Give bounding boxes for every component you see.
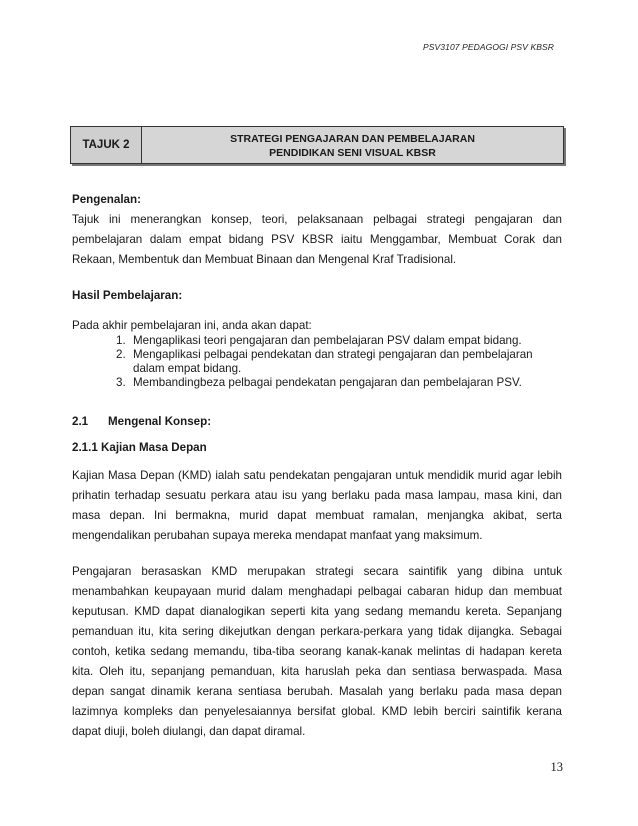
chapter-label: TAJUK 2 [71, 127, 142, 163]
list-item [116, 348, 562, 376]
list-item-text [133, 348, 562, 376]
paragraph-line: Pengajaran berasaskan KMD merupakan strategi secara saintifik yang dibina untuk [72, 565, 562, 578]
paragraph-kmd-strategy [72, 562, 562, 742]
section-heading-2-1 [72, 412, 562, 432]
paragraph-line: masa depan. Ini bermakna, murid dapat membuat ramalan, menjangka akibat, serta [72, 509, 562, 522]
list-item-number: 2. [116, 348, 126, 361]
paragraph-line: prihatin terhadap sesuatu perkara atau isu yang berlaku pada masa lampau, masa kini, dan [72, 489, 562, 502]
document-body [72, 190, 562, 742]
chapter-title-box [70, 126, 564, 164]
list-item-number: 1. [116, 334, 126, 347]
pengenalan-line: Rekaan, Membentuk dan Membuat Binaan dan Mengenal Kraf Tradisional. [72, 253, 457, 266]
list-item [116, 334, 562, 348]
list-item-text: Mengaplikasi teori pengajaran dan pembelajaran PSV dalam empat bidang. [133, 334, 522, 347]
list-item [116, 376, 562, 390]
list-item-text-line: dalam empat bidang. [133, 362, 242, 375]
list-item-text: Membandingbeza pelbagai pendekatan pengajaran dan pembelajaran PSV. [133, 376, 522, 389]
paragraph-line: Kajian Masa Depan (KMD) ialah satu pendekatan pengajaran untuk mendidik murid agar lebih [72, 469, 562, 482]
running-header: PSV3107 PEDAGOGI PSV KBSR [422, 42, 554, 52]
learning-outcomes-list [72, 334, 562, 390]
paragraph-line: keputusan. KMD dapat dianalogikan seperti kita yang sedang memandu kereta. Sepanjang [72, 605, 562, 618]
page-number: 13 [550, 760, 563, 774]
paragraph-line: pemanduan itu, kita sering dikejutkan dengan perkara-perkara yang tidak dijangka. Sebagai [72, 625, 562, 638]
paragraph-line: dapat diuji, boleh diulangi, dan dapat diramal. [72, 725, 306, 738]
hasil-heading: Hasil Pembelajaran: [72, 289, 183, 302]
paragraph-line: contoh, ketika sedang memandu, tiba-tiba seorang kanak-kanak melintas di hadapan kereta [72, 645, 562, 658]
pengenalan-line: pembelajaran dalam empat bidang PSV KBSR iaitu Menggambar, Membuat Corak dan [72, 233, 562, 246]
section-title: Mengenal Konsep: [108, 415, 212, 428]
paragraph-line: kita. Oleh itu, sepanjang pemanduan, kita haruslah peka dan sentiasa berwaspada. Masa [72, 665, 562, 678]
section-number: 2.1 [72, 415, 89, 428]
paragraph-line: lazimnya kompleks dan penyelesaiannya bersifat global. KMD lebih berciri saintifik kerana [72, 705, 562, 718]
list-item-number: 3. [116, 376, 126, 389]
pengenalan-paragraph [72, 210, 562, 270]
paragraph-kmd-definition [72, 466, 562, 546]
chapter-title-line-2: PENDIDIKAN SENI VISUAL KBSR [269, 146, 436, 159]
subsection-heading-2-1-1: 2.1.1 Kajian Masa Depan [72, 441, 207, 454]
pengenalan-line: Tajuk ini menerangkan konsep, teori, pelaksanaan pelbagai strategi pengajaran dan [72, 213, 562, 226]
paragraph-line: depan sangat dinamik kerana sentiasa berubah. Masalah yang berlaku pada masa depan [72, 685, 562, 698]
list-item-text-line: Mengaplikasi pelbagai pendekatan dan strategi pengajaran dan pembelajaran [133, 348, 533, 361]
chapter-title [142, 127, 563, 163]
pengenalan-heading: Pengenalan: [72, 193, 141, 206]
paragraph-line: menambahkan keupayaan murid dalam menghadapi pelbagai cabaran hidup dan membuat [72, 585, 562, 598]
chapter-title-line-1: STRATEGI PENGAJARAN DAN PEMBELAJARAN [230, 132, 475, 145]
hasil-intro: Pada akhir pembelajaran ini, anda akan dapat: [72, 319, 312, 332]
paragraph-line: mengendalikan perubahan supaya mereka mendapat manfaat yang maksimum. [72, 529, 483, 542]
